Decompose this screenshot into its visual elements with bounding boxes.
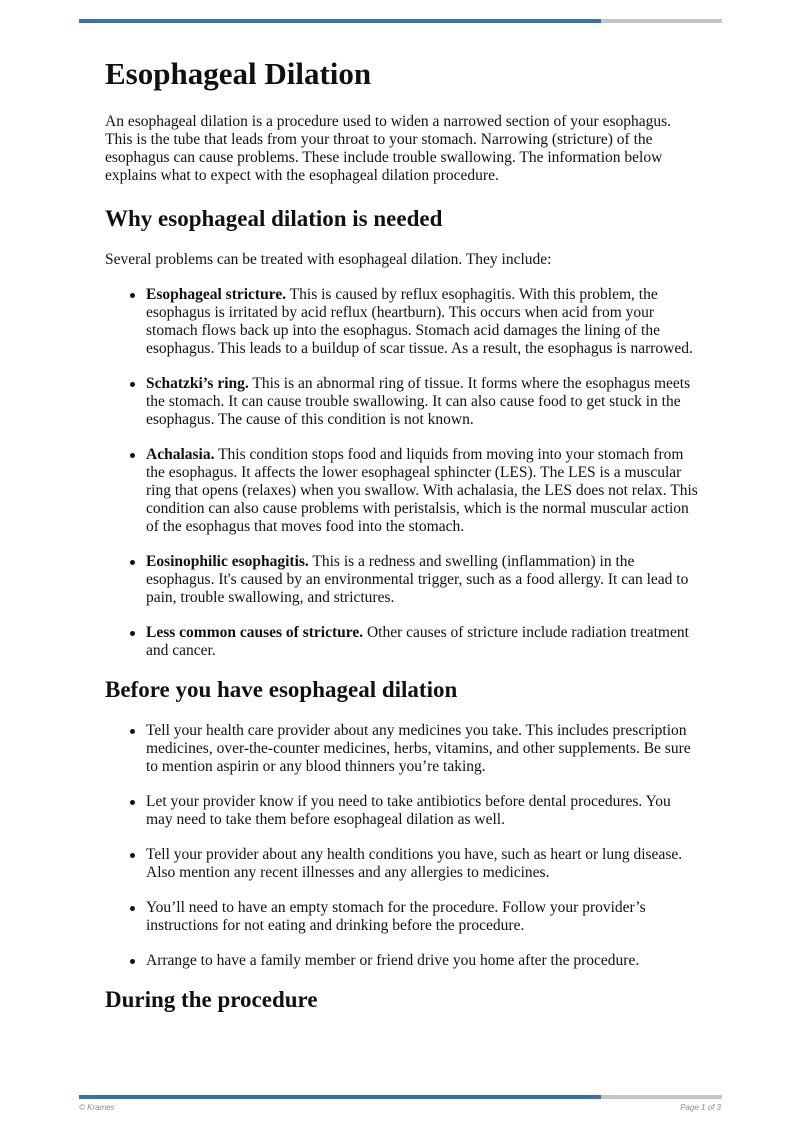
footer-copyright: © Krames — [79, 1103, 115, 1112]
bottom-rule — [79, 1095, 722, 1099]
section-heading-why: Why esophageal dilation is needed — [105, 206, 443, 231]
list-item-term: Esophageal stricture. — [146, 286, 287, 303]
list-item-term: Achalasia. — [146, 446, 215, 463]
list-item — [105, 446, 700, 536]
before-list — [105, 722, 700, 970]
list-item: Let your provider know if you need to take antibiotics before dental procedures. You may need to take them before esophageal dilation as well. — [105, 793, 700, 829]
list-item-text: This condition stops food and liquids from moving into your stomach from the esophagus. It affects the lower esophageal sphincter (LES). The LES is a muscular ring that opens (relaxes) when you swallow. With achalasia, the LES does not relax. This condition can also cause problems with peristalsis, which is the normal muscular action of the esophagus that moves food into the stomach. — [146, 446, 698, 535]
bottom-rule-accent — [79, 1095, 601, 1099]
list-item-term: Eosinophilic esophagitis. — [146, 553, 309, 570]
top-rule-gray — [601, 19, 722, 23]
list-item-text: This is caused by reflux esophagitis. With this problem, the esophagus is irritated by acid reflux (heartburn). This occurs when acid from your stomach flows back up into the esophagus. Stomach acid damages the lining of the esophagus. This leads to a buildup of scar tissue. As a result, the esophagus is narrowed. — [146, 286, 693, 357]
list-item: Tell your provider about any health conditions you have, such as heart or lung disease. Also mention any recent illnesses and any allergies to medicines. — [105, 846, 700, 882]
list-item — [105, 375, 700, 429]
section-heading-during: During the procedure — [105, 987, 318, 1012]
list-item — [105, 553, 700, 607]
list-item-text: Other causes of stricture include radiation treatment and cancer. — [146, 624, 689, 659]
intro-paragraph: An esophageal dilation is a procedure used to widen a narrowed section of your esophagus. This is the tube that leads from your throat to your stomach. Narrowing (stricture) of the esophagus can cause problems. These include trouble swallowing. The information below explains what to expect with the esophageal dilation procedure. — [105, 113, 672, 184]
footer-page-number: Page 1 of 3 — [680, 1103, 721, 1112]
why-lead-paragraph: Several problems can be treated with esophageal dilation. They include: — [105, 251, 552, 268]
document-body — [105, 54, 700, 1015]
list-item-text: This is an abnormal ring of tissue. It forms where the esophagus meets the stomach. It can cause trouble swallowing. It can also cause food to get stuck in the esophagus. The cause of this condition is not known. — [146, 375, 691, 428]
section-heading-before: Before you have esophageal dilation — [105, 677, 458, 702]
bottom-rule-gray — [601, 1095, 722, 1099]
why-list — [105, 286, 700, 660]
list-item: You’ll need to have an empty stomach for the procedure. Follow your provider’s instructions for not eating and drinking before the procedure. — [105, 899, 700, 935]
page-title: Esophageal Dilation — [105, 56, 372, 91]
top-rule-accent — [79, 19, 601, 23]
top-rule — [79, 19, 722, 23]
list-item: Tell your health care provider about any medicines you take. This includes prescription medicines, over-the-counter medicines, herbs, vitamins, and other supplements. Be sure to mention aspirin or any blood thinners you’re taking. — [105, 722, 700, 776]
list-item: Arrange to have a family member or friend drive you home after the procedure. — [105, 952, 700, 970]
list-item — [105, 286, 700, 358]
list-item — [105, 624, 700, 660]
list-item-term: Less common causes of stricture. — [146, 624, 364, 641]
list-item-term: Schatzki’s ring. — [146, 375, 249, 392]
list-item-text: This is a redness and swelling (inflammation) in the esophagus. It's caused by an environmental trigger, such as a food allergy. It can lead to pain, trouble swallowing, and strictures. — [146, 553, 689, 606]
